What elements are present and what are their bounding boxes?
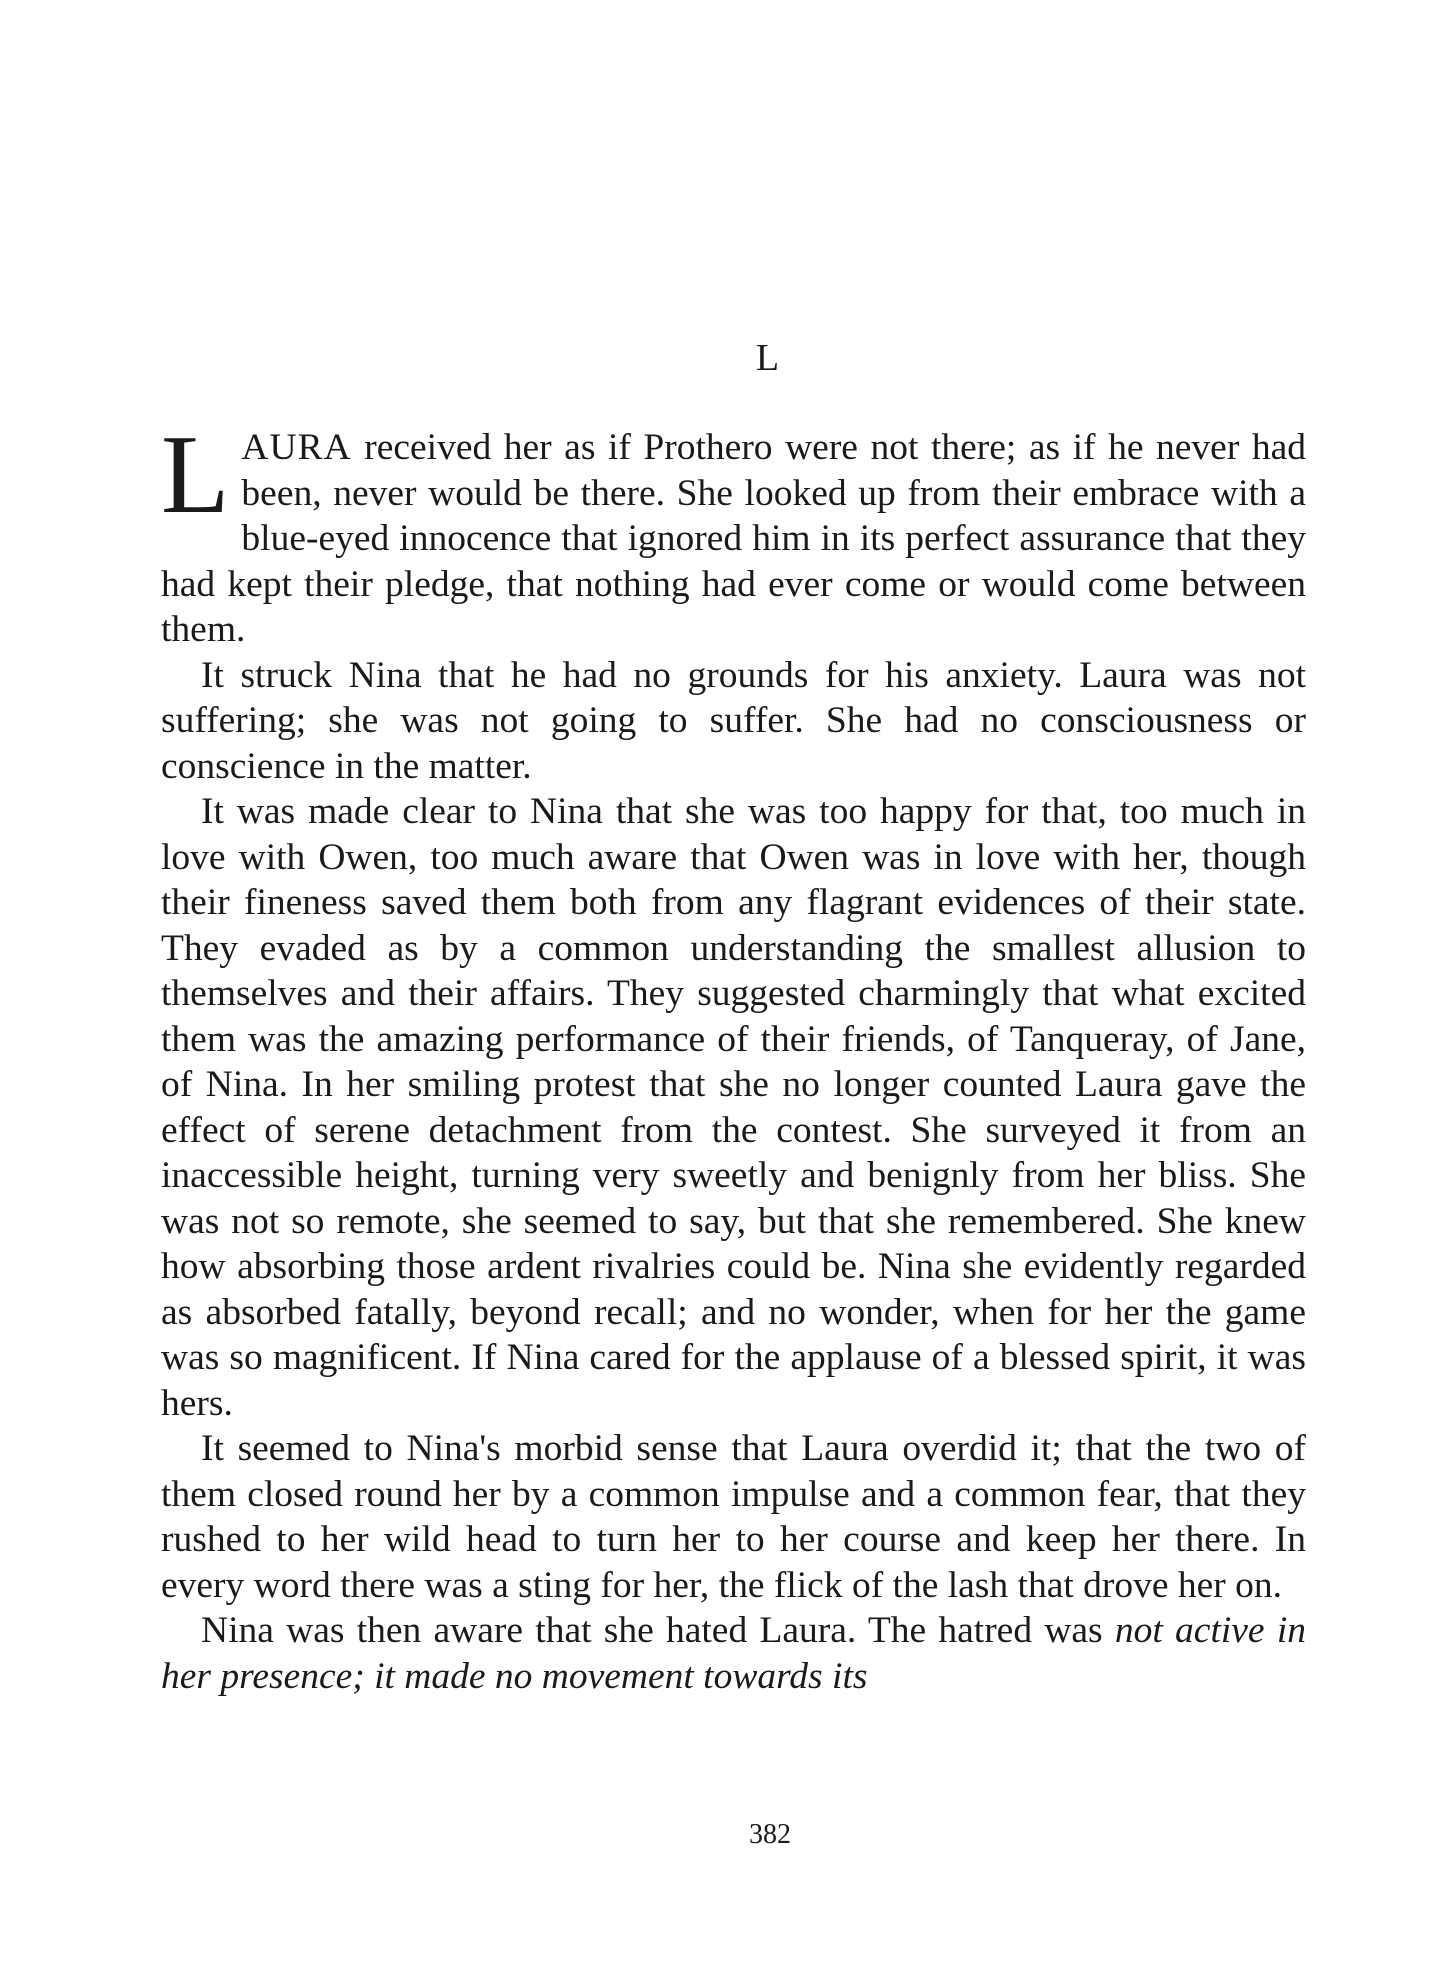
drop-cap: L	[161, 413, 230, 537]
paragraph-3: It was made clear to Nina that she was too happy for that, too much in love with Owen, too much aware that Owen was in love with her, though their fineness saved them both from any flagrant evidences of their state. They evaded as by a common understanding the smallest allusion to themselves and their affairs. They suggested charmingly that what excited them was the amazing performance of their friends, of Tanqueray, of Jane, of Nina. In her smiling protest that she no longer counted Laura gave the effect of serene detachment from the contest. She surveyed it from an inaccessible height, turning very sweetly and benignly from her bliss. She was not so remote, she seemed to say, but that she remembered. She knew how absorbing those ardent rivalries could be. Nina she evidently regarded as absorbed fatally, beyond recall; and no wonder, when for her the game was so magnificent. If Nina cared for the applause of a blessed spirit, it was hers.	[161, 791, 1306, 1424]
paragraph-1-text: received her as if Prothero were not there; as if he never had been, never would be there. She looked up from their embrace with a blue-eyed innocence that ignored him in its perfect assurance that they had kept their pledge, that nothing had ever come or would come between them.	[161, 427, 1306, 650]
paragraph-2: It struck Nina that he had no grounds for his anxiety. Laura was not suffering; she was not going to suffer. She had no consciousness or conscience in the matter.	[161, 654, 1306, 787]
chapter-number: L	[755, 337, 781, 379]
paragraph-4: It seemed to Nina's morbid sense that Laura overdid it; that the two of them closed round her by a common impulse and a common fear, that they rushed to her wild head to turn her to her course and keep her there. In every word there was a sting for her, the flick of the lash that drove her on.	[161, 1428, 1306, 1606]
paragraph-5-text: Nina was then aware that she hated Laura. The hatred was	[201, 1610, 1115, 1651]
page-number: 382	[749, 1819, 791, 1850]
paragraph-1	[161, 413, 1306, 653]
body-text	[161, 413, 1306, 1699]
paragraph-1-lead: AURA	[241, 427, 352, 468]
paragraph-5	[161, 1608, 1306, 1699]
paragraph-5-italic: not active in her presence; it made no movement towards its	[161, 1610, 1306, 1697]
